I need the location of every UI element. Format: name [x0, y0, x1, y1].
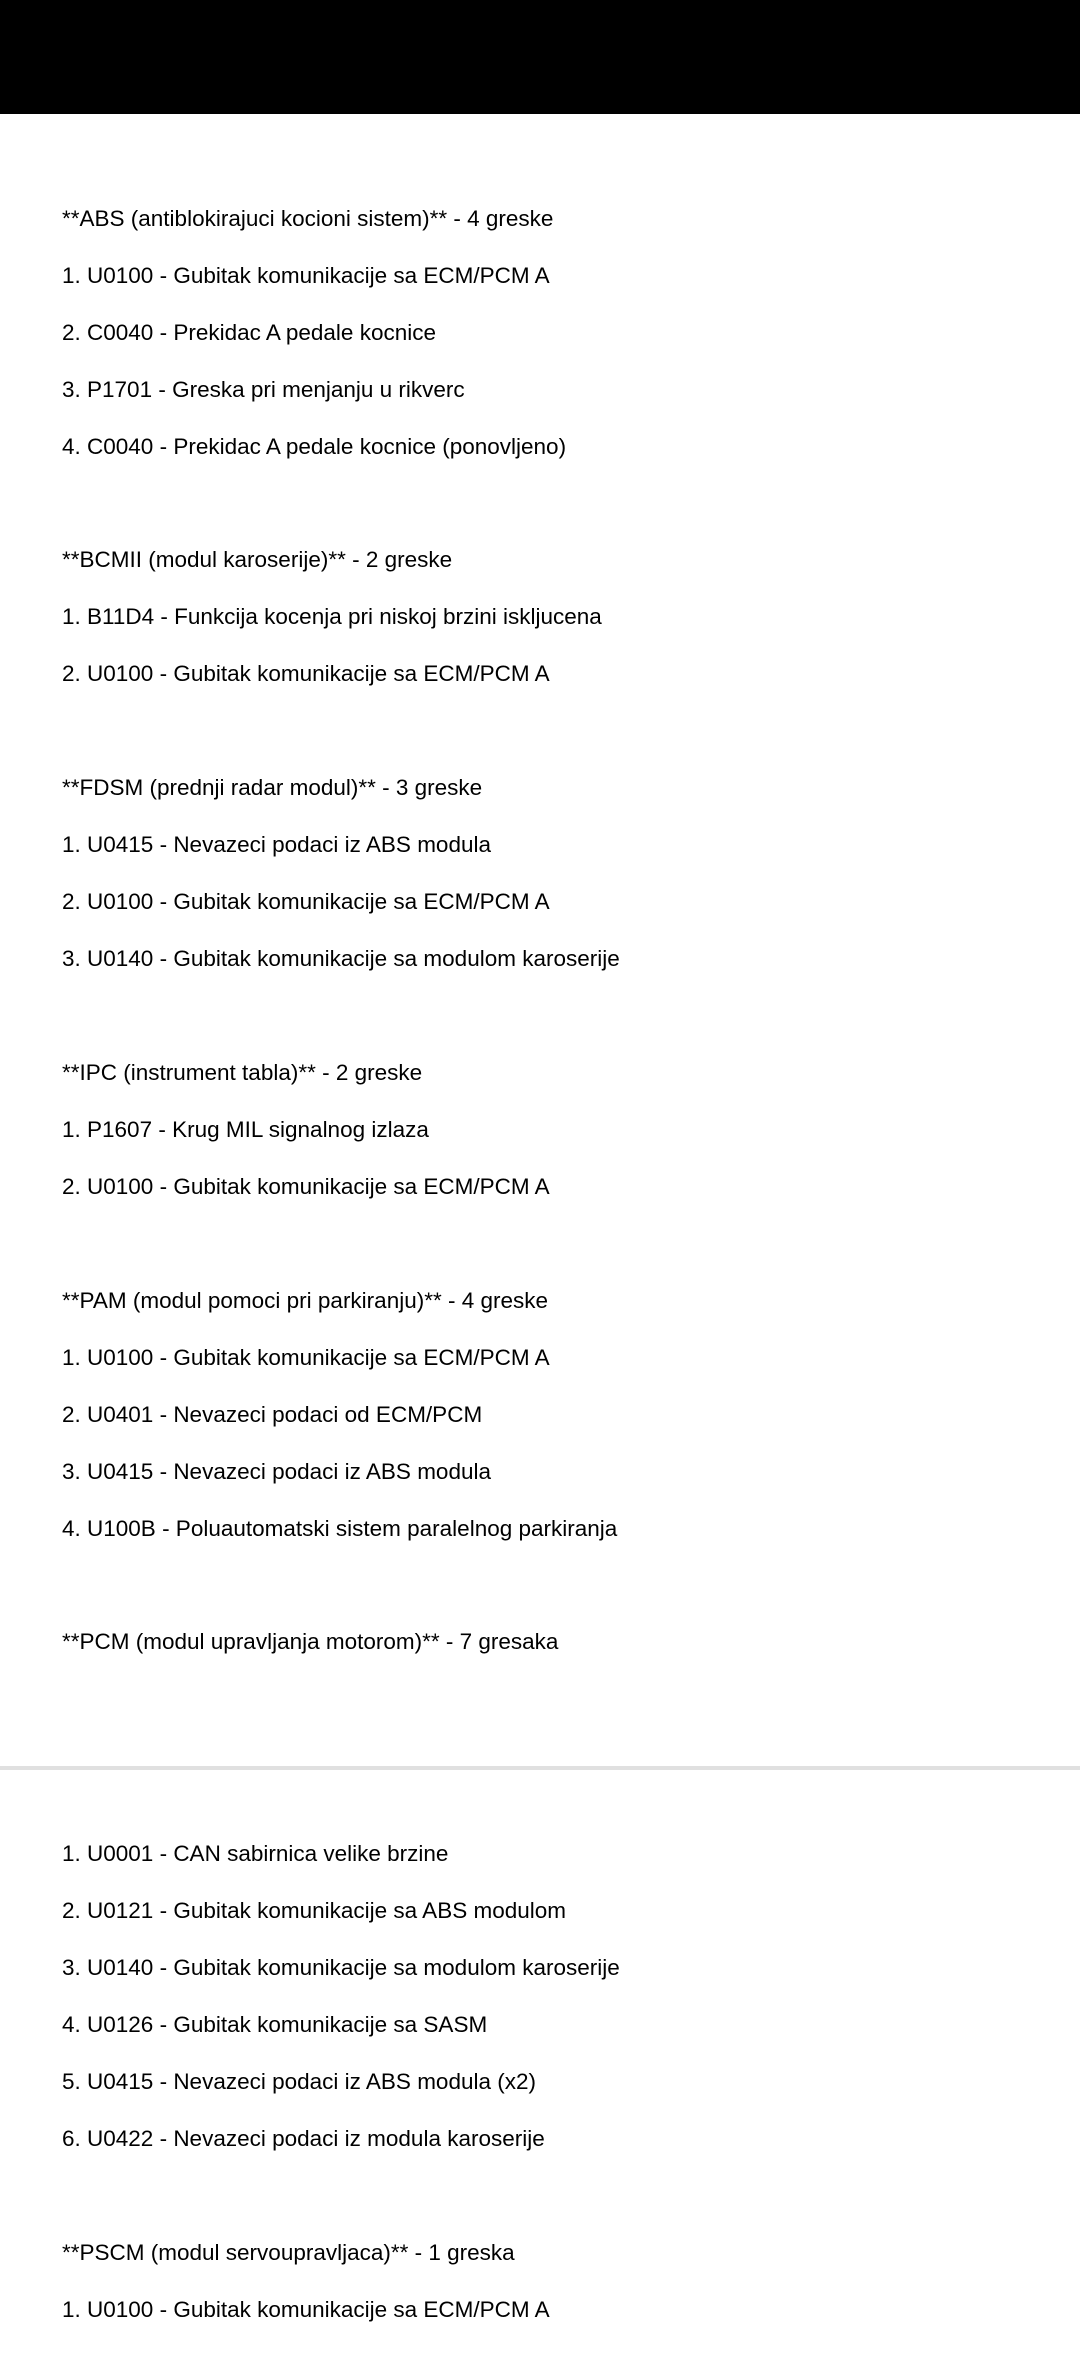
list-item: 2. U0100 - Gubitak komunikacije sa ECM/PCM A: [62, 1174, 550, 1199]
list-item: 1. P1607 - Krug MIL signalnog izlaza: [62, 1117, 429, 1142]
heading-pcm: **PCM (modul upravljanja motorom)** - 7 gresaka: [62, 1629, 559, 1654]
list-item: 3. U0140 - Gubitak komunikacije sa modulom karoserije: [62, 1955, 620, 1980]
list-item: 1. U0100 - Gubitak komunikacije sa ECM/PCM A: [62, 1345, 550, 1370]
list-item: 2. U0100 - Gubitak komunikacije sa ECM/PCM A: [62, 661, 550, 686]
list-item: 3. U0140 - Gubitak komunikacije sa modulom karoserije: [62, 946, 620, 971]
list-item: 6. U0422 - Nevazeci podaci iz modula karoserije: [62, 2126, 545, 2151]
heading-fdsm: **FDSM (prednji radar modul)** - 3 greske: [62, 775, 483, 800]
heading-pscm: **PSCM (modul servoupravljaca)** - 1 greska: [62, 2240, 515, 2265]
page-break-divider: [0, 1766, 1080, 1770]
heading-abs: **ABS (antiblokirajuci kocioni sistem)** - 4 greske: [62, 206, 554, 231]
list-item: 5. U0415 - Nevazeci podaci iz ABS modula (x2): [62, 2069, 536, 2094]
heading-bcmii: **BCMII (modul karoserije)** - 2 greske: [62, 547, 453, 572]
list-item: 1. B11D4 - Funkcija kocenja pri niskoj brzini iskljucena: [62, 604, 602, 629]
list-item: 1. U0001 - CAN sabirnica velike brzine: [62, 1841, 449, 1866]
list-item: 4. U100B - Poluautomatski sistem paralelnog parkiranja: [62, 1516, 618, 1541]
list-item: 1. U0100 - Gubitak komunikacije sa ECM/PCM A: [62, 263, 550, 288]
list-item: 2. U0121 - Gubitak komunikacije sa ABS modulom: [62, 1898, 566, 1923]
list-item: 4. C0040 - Prekidac A pedale kocnice (ponovljeno): [62, 434, 567, 459]
list-item: 2. C0040 - Prekidac A pedale kocnice: [62, 320, 436, 345]
list-item: 1. U0415 - Nevazeci podaci iz ABS modula: [62, 832, 491, 857]
list-item: 2. U0100 - Gubitak komunikacije sa ECM/PCM A: [62, 889, 550, 914]
list-item: 3. U0415 - Nevazeci podaci iz ABS modula: [62, 1459, 491, 1484]
heading-ipc: **IPC (instrument tabla)** - 2 greske: [62, 1060, 423, 1085]
list-item: 3. P1701 - Greska pri menjanju u rikverc: [62, 377, 465, 402]
top-black-bar: [0, 0, 1080, 114]
heading-pam: **PAM (modul pomoci pri parkiranju)** - 4 greske: [62, 1288, 549, 1313]
list-item: 4. U0126 - Gubitak komunikacije sa SASM: [62, 2012, 488, 2037]
list-item: 1. U0100 - Gubitak komunikacije sa ECM/PCM A: [62, 2297, 550, 2322]
list-item: 2. U0401 - Nevazeci podaci od ECM/PCM: [62, 1402, 483, 1427]
